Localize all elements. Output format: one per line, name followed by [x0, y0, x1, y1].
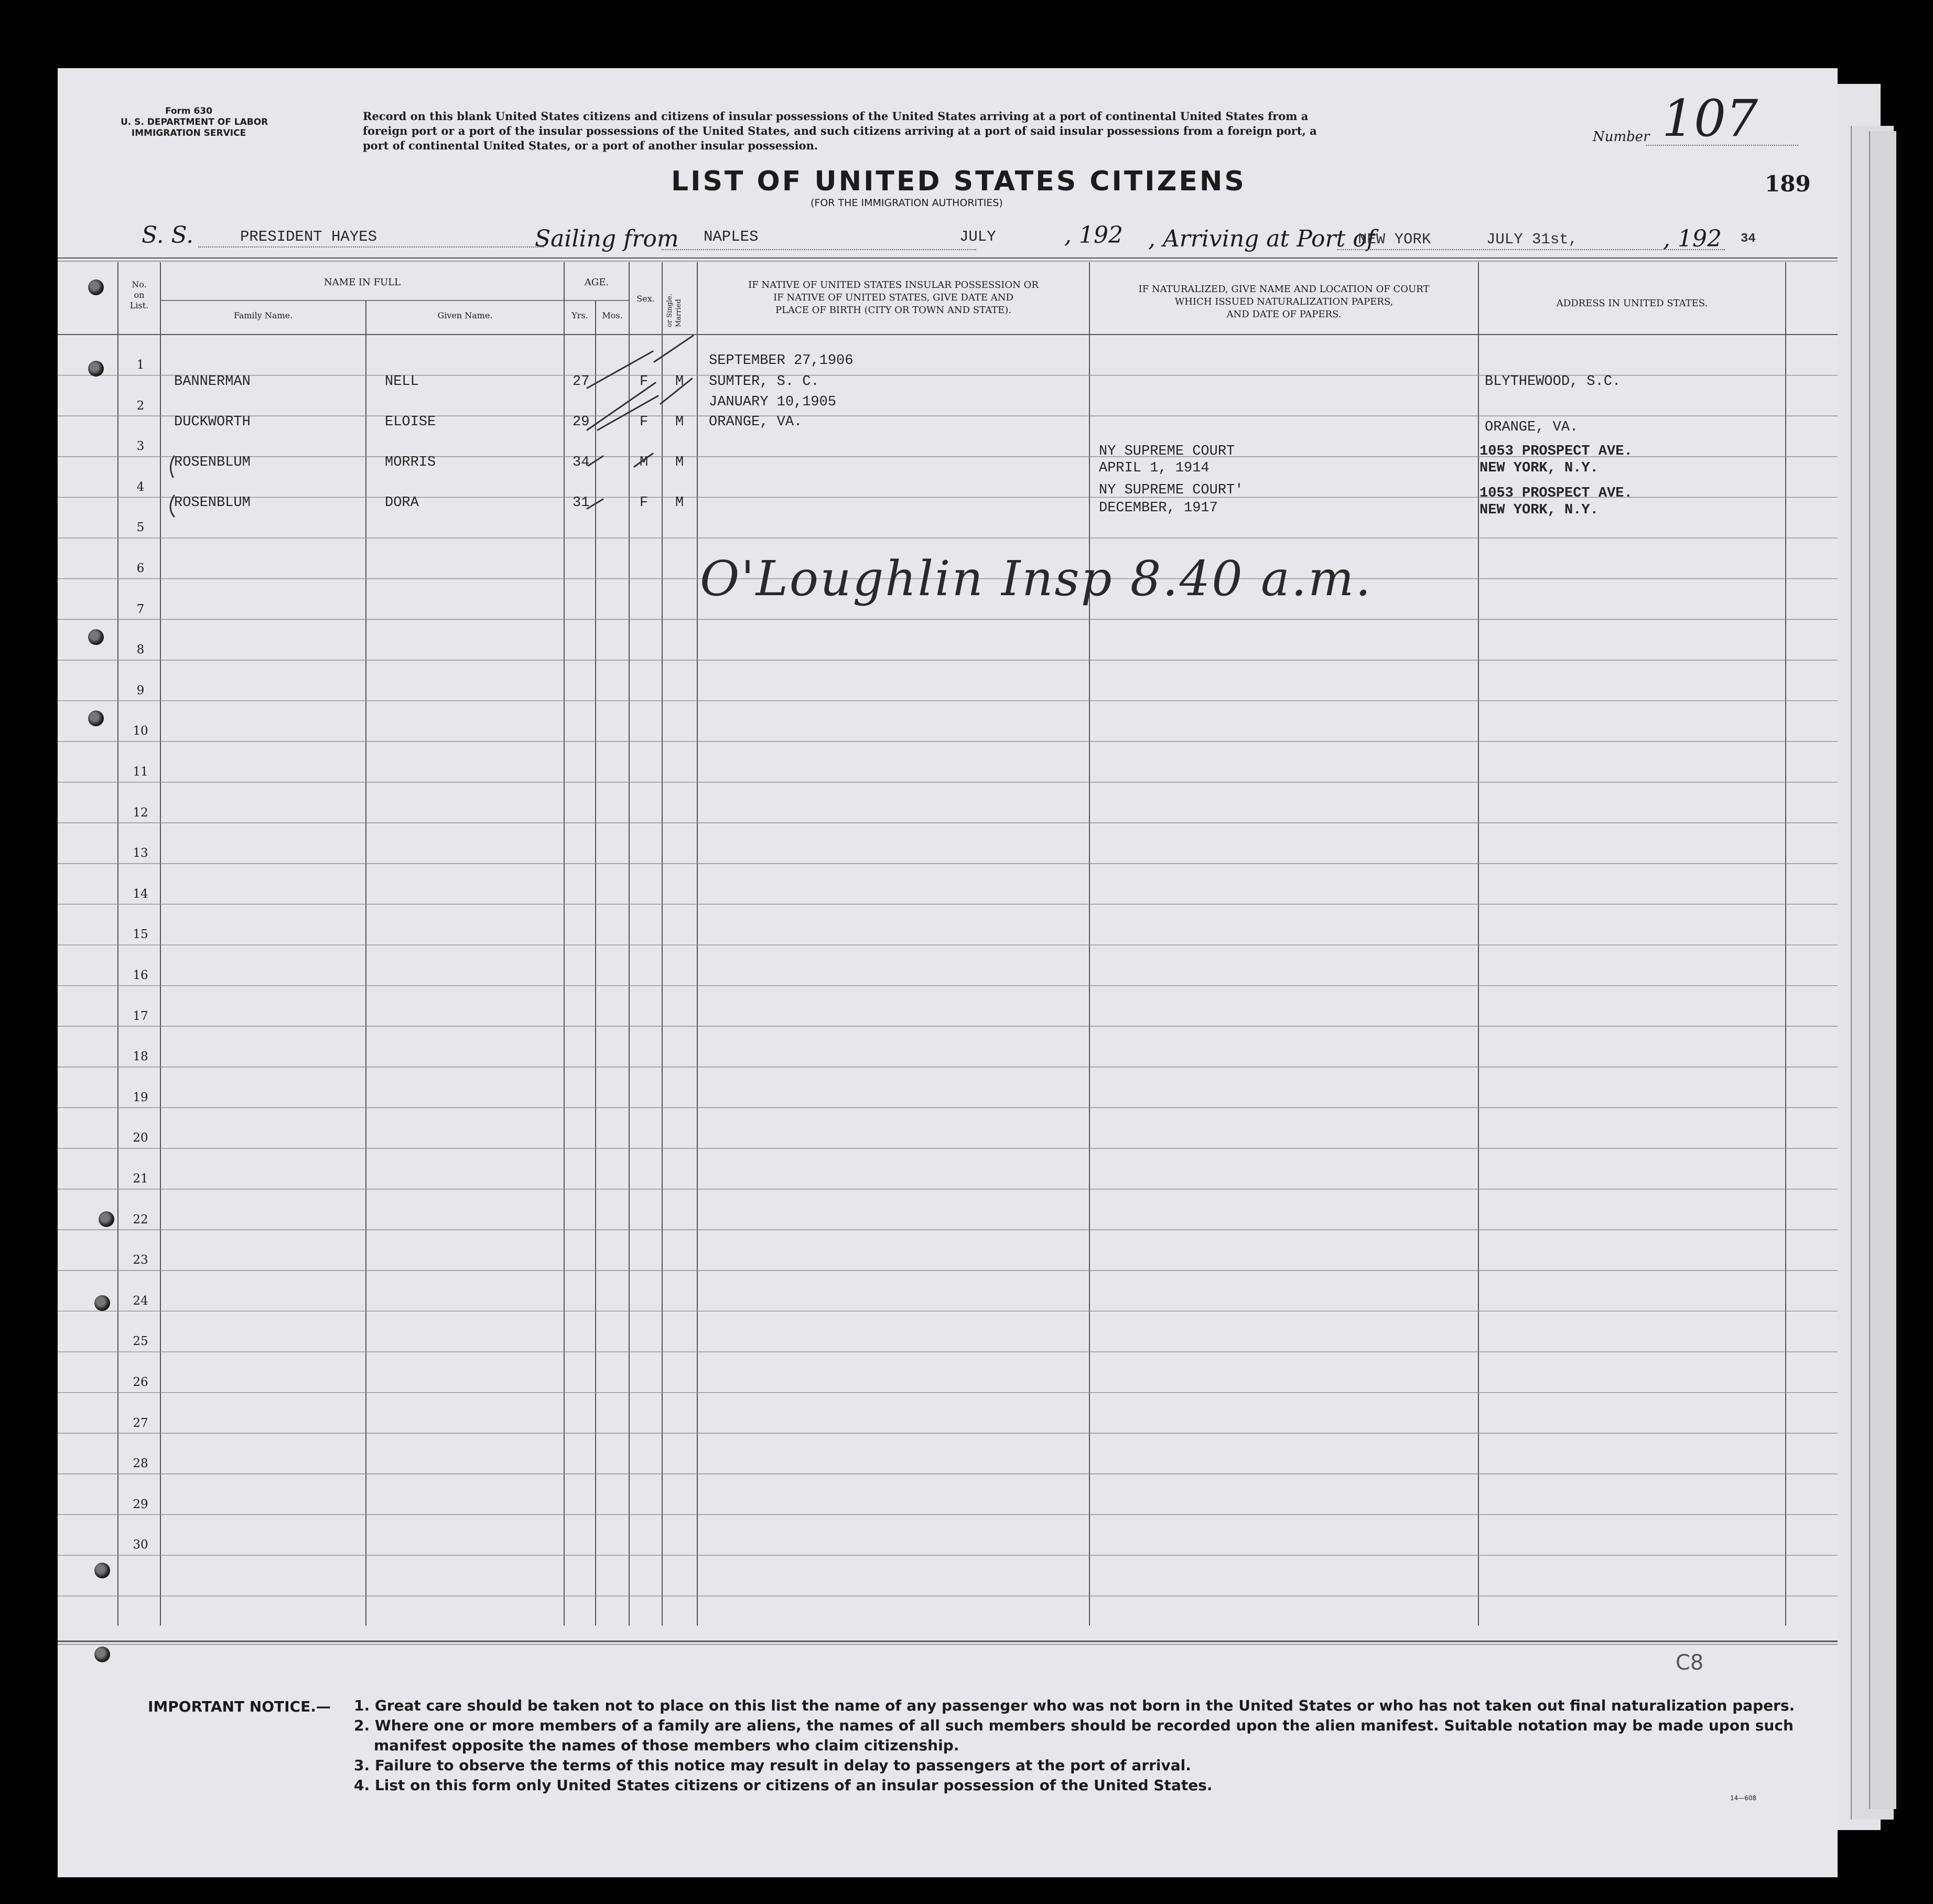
page-subtitle: (FOR THE IMMIGRATION AUTHORITIES) [811, 197, 1003, 209]
sailing-year: , 192 [1064, 222, 1123, 249]
court-date-cell: APRIL 1, 1914 [1099, 460, 1210, 476]
birth-place-cell: ORANGE, VA. [709, 414, 803, 430]
sailing-month: JULY [959, 228, 996, 245]
row-number: 28 [133, 1457, 148, 1471]
given-name-cell: ELOISE [385, 414, 436, 430]
row-number: 26 [133, 1375, 148, 1389]
sex-cell: F [640, 495, 649, 511]
address-line1-cell: 1053 PROSPECT AVE. [1480, 444, 1633, 459]
col-header-yrs: Yrs. [571, 310, 588, 320]
margin-mark: C8 [1676, 1651, 1704, 1675]
binder-hole [88, 361, 104, 377]
inspector-signature: O'Loughlin Insp 8.40 a.m. [700, 551, 1373, 607]
col-header-no: No. on List. [129, 279, 149, 310]
binder-hole [94, 1295, 110, 1311]
pen-check-marks [58, 68, 1838, 1877]
row-number: 17 [133, 1009, 148, 1023]
row-number: 9 [136, 683, 145, 697]
address-line2-cell: NEW YORK, N.Y. [1480, 502, 1599, 518]
court-date-cell: DECEMBER, 1917 [1099, 500, 1218, 516]
court-cell: NY SUPREME COURT' [1099, 482, 1244, 498]
page-number: 189 [1765, 171, 1811, 197]
col-header-married: or Single. Married [666, 294, 683, 327]
status-cell: M [675, 495, 684, 511]
status-cell: M [675, 414, 684, 430]
notice-item-2: 2. Where one or more members of a family are aliens, the names of all such members should be recorded upon the alien manifest. Suitable notation may be made upon such [354, 1717, 1794, 1734]
port-from: NAPLES [704, 228, 759, 245]
status-cell: M [675, 374, 684, 390]
address-cell: BLYTHEWOOD, S.C. [1485, 374, 1621, 390]
birth-place-cell: SUMTER, S. C. [709, 374, 819, 390]
birth-date-cell: JANUARY 10,1905 [709, 394, 837, 410]
page-stack-edge [1869, 131, 1896, 1809]
status-cell: M [675, 455, 684, 470]
row-number: 13 [133, 846, 148, 860]
arrival-year-digits: 34 [1741, 232, 1756, 246]
court-cell: NY SUPREME COURT [1099, 444, 1235, 459]
age-cell: 31 [573, 495, 590, 511]
row-number: 22 [133, 1212, 148, 1227]
notice-heading: IMPORTANT NOTICE.— [148, 1698, 331, 1715]
given-name-cell: NELL [385, 374, 419, 390]
row-number: 18 [133, 1050, 148, 1064]
binder-hole [88, 629, 104, 645]
row-number: 14 [133, 887, 148, 901]
row-number: 19 [133, 1090, 148, 1104]
notice-item-1: 1. Great care should be taken not to place on this list the name of any passenger who was not born in the United States or who has not taken out final naturalization papers. [354, 1697, 1795, 1714]
col-header-naturalized: IF NATURALIZED, GIVE NAME AND LOCATION OF COURT WHICH ISSUED NATURALIZATION PAPERS, AND DATE OF PAPERS. [1138, 284, 1430, 320]
sex-cell: M [640, 455, 649, 470]
page-title: LIST OF UNITED STATES CITIZENS [671, 166, 1246, 197]
col-header-birth: IF NATIVE OF UNITED STATES INSULAR POSSESSION OR IF NATIVE OF UNITED STATES, GIVE DATE AND PLACE OF BIRTH (CITY OR TOWN AND STATE). [748, 279, 1039, 316]
port-to: NEW YORK [1358, 231, 1431, 248]
arrival-date: JULY 31st, [1486, 231, 1578, 248]
col-header-name: NAME IN FULL [323, 277, 401, 288]
row-number: 20 [133, 1131, 148, 1145]
col-header-age: AGE. [584, 277, 609, 288]
manifest-page [58, 68, 1838, 1877]
record-line: port of continental United States, or a port of another insular possession. [363, 139, 818, 152]
row-number: 27 [133, 1416, 148, 1430]
row-number: 8 [136, 643, 145, 657]
sailing-label: Sailing from [535, 225, 679, 252]
col-header-given: Given Name. [437, 310, 493, 320]
notice-item-4: 4. List on this form only United States citizens or citizens of an insular possession of the United States. [354, 1777, 1213, 1794]
row-number: 7 [136, 602, 145, 616]
binder-hole [94, 1647, 110, 1662]
row-number: 29 [133, 1497, 148, 1511]
row-number: 15 [133, 928, 148, 942]
col-header-family: Family Name. [233, 310, 293, 320]
family-name-cell: ROSENBLUM [174, 455, 251, 470]
notice-item-3: 3. Failure to observe the terms of this notice may result in delay to passengers at the port of arrival. [354, 1757, 1191, 1774]
ss-label: S. S. [142, 222, 194, 249]
age-cell: 29 [573, 414, 590, 430]
row-number: 16 [133, 969, 148, 982]
row-number: 21 [133, 1172, 148, 1186]
service-name: IMMIGRATION SERVICE [131, 128, 246, 138]
given-name-cell: MORRIS [385, 455, 436, 470]
col-header-mos: Mos. [602, 310, 623, 320]
row-number: 25 [133, 1335, 148, 1349]
row-number: 2 [136, 399, 145, 413]
sex-cell: F [640, 374, 649, 390]
family-name-cell: BANNERMAN [174, 374, 251, 390]
list-number-handwritten: 107 [1662, 89, 1758, 148]
notice-items [354, 1696, 1795, 1795]
family-name-cell: DUCKWORTH [174, 414, 251, 430]
age-cell: 27 [573, 374, 590, 390]
arrival-year: , 192 [1663, 225, 1722, 252]
sex-cell: F [640, 414, 649, 430]
record-line: foreign port or a port of the insular possessions of the United States, and such citizens arriving at a port of said insular possessions from a foreign port, a [363, 124, 1317, 137]
birth-date-cell: SEPTEMBER 27,1906 [709, 353, 854, 369]
row-number: 23 [133, 1253, 148, 1267]
row-number: 30 [133, 1538, 148, 1552]
record-line: Record on this blank United States citizens and citizens of insular possessions of the United States arriving at a port of continental United States from a [363, 110, 1309, 123]
binder-hole [94, 1563, 110, 1578]
given-name-cell: DORA [385, 495, 419, 511]
ship-name: PRESIDENT HAYES [240, 228, 377, 245]
row-number: 11 [133, 765, 148, 779]
row-number: 1 [136, 358, 145, 372]
binder-hole [88, 711, 104, 726]
department-name: U. S. DEPARTMENT OF LABOR [121, 117, 268, 127]
col-header-address: ADDRESS IN UNITED STATES. [1556, 298, 1708, 309]
col-header-sex: Sex. [636, 294, 655, 304]
number-label: Number [1593, 129, 1650, 145]
row-number: 6 [136, 562, 145, 575]
row-number: 5 [136, 521, 145, 535]
form-number: Form 630 [165, 106, 213, 116]
address-cell: ORANGE, VA. [1485, 419, 1579, 435]
row-number: 24 [133, 1294, 148, 1308]
binder-hole [99, 1211, 114, 1227]
notice-item-2-cont: manifest opposite the names of those members who claim citizenship. [374, 1737, 959, 1754]
row-number: 3 [136, 439, 145, 454]
binder-hole [88, 279, 104, 295]
address-line2-cell: NEW YORK, N.Y. [1480, 460, 1599, 476]
address-line1-cell: 1053 PROSPECT AVE. [1480, 486, 1633, 501]
arriving-label: , Arriving at Port of [1148, 225, 1375, 252]
family-name-cell: ROSENBLUM [174, 495, 251, 511]
row-number: 10 [133, 724, 148, 738]
row-number: 12 [133, 805, 148, 820]
form-code: 14—608 [1730, 1794, 1757, 1802]
age-cell: 34 [573, 455, 590, 470]
row-number: 4 [136, 480, 145, 494]
